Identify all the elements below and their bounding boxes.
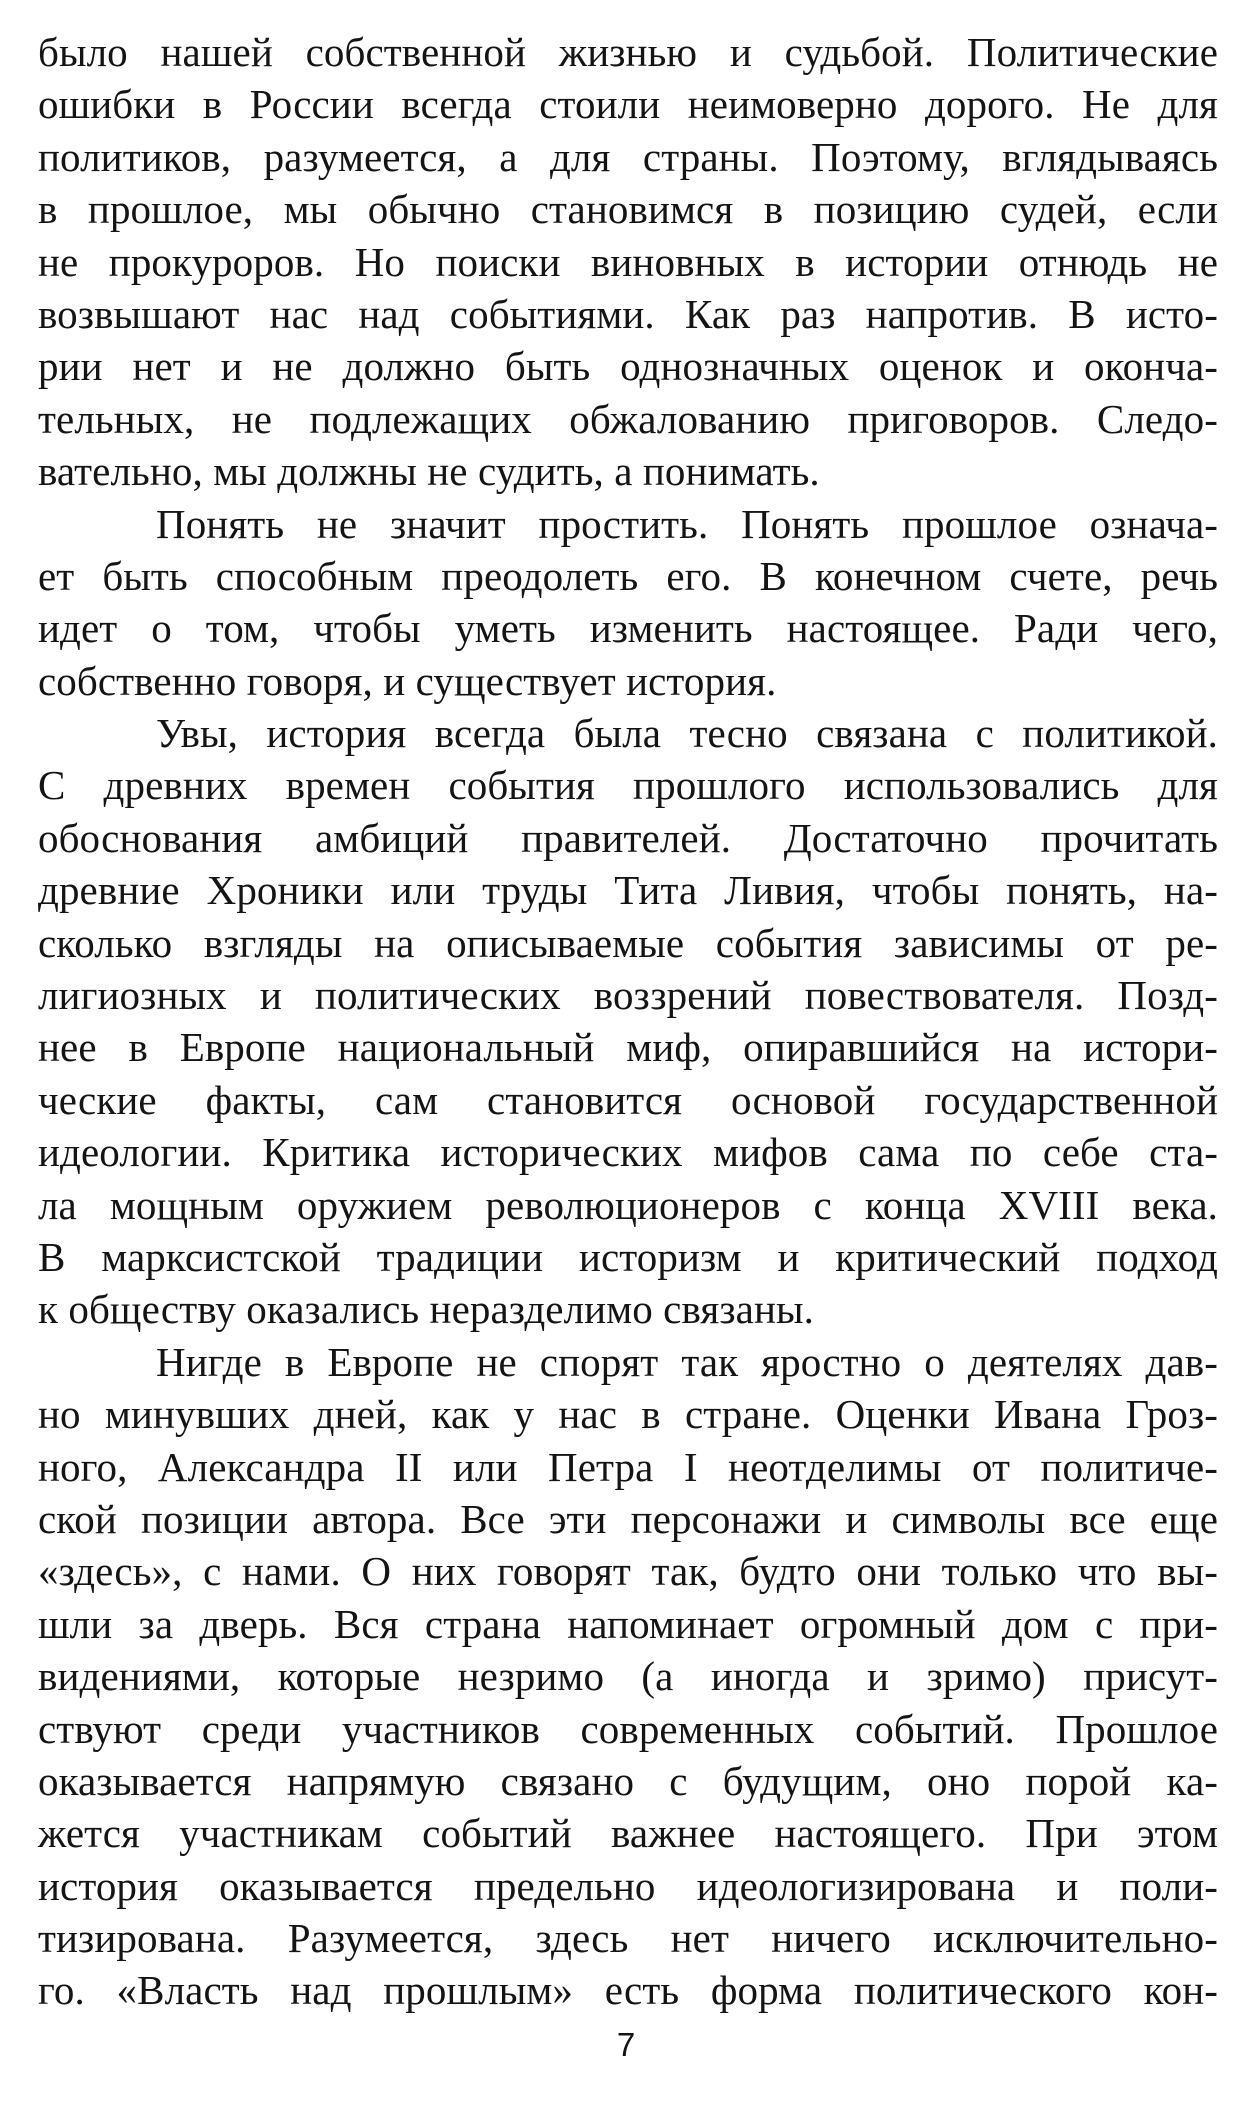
text-line: го. «Власть над прошлым» есть форма политического кон-: [38, 1967, 1218, 2014]
text-line: тельных, не подлежащих обжалованию приговоров. Следо-: [38, 395, 1218, 442]
text-line: «здесь», с нами. О них говорят так, будто они только что вы-: [38, 1548, 1218, 1595]
text-line: к обществу оказались неразделимо связаны.: [38, 1286, 814, 1333]
text-line: ской позиции автора. Все эти персонажи и символы все еще: [38, 1495, 1218, 1542]
text-line: ла мощным оружием революционеров с конца XVIII века.: [38, 1181, 1218, 1228]
text-line: возвышают нас над событиями. Как раз напротив. В исто-: [38, 290, 1218, 337]
text-line: древние Хроники или труды Тита Ливия, чтобы понять, на-: [38, 867, 1218, 914]
text-line: ошибки в России всегда стоили неимоверно дорого. Не для: [38, 81, 1218, 128]
text-line: ствуют среди участников современных событий. Прошлое: [38, 1705, 1218, 1752]
text-line: политиков, разумеется, а для страны. Поэтому, вглядываясь: [38, 133, 1218, 180]
text-line: ного, Александра II или Петра I неотделимы от политиче-: [38, 1443, 1218, 1490]
text-line: в прошлое, мы обычно становимся в позицию судей, если: [38, 186, 1218, 233]
page-number: 7: [616, 2026, 636, 2063]
text-line: видениями, которые незримо (а иногда и зримо) присут-: [38, 1653, 1218, 1700]
text-line: сколько взгляды на описываемые события зависимы от ре-: [38, 919, 1218, 966]
text-line: рии нет и не должно быть однозначных оценок и оконча-: [38, 343, 1218, 390]
text-line: нее в Европе национальный миф, опиравшийся на истори-: [38, 1024, 1218, 1071]
text-line: обоснования амбиций правителей. Достаточно прочитать: [38, 814, 1218, 861]
text-line: вательно, мы должны не судить, а понимать.: [38, 448, 820, 495]
text-line: Увы, история всегда была тесно связана с политикой.: [156, 710, 1218, 757]
text-line: не прокуроров. Но поиски виновных в истории отнюдь не: [38, 238, 1218, 285]
text-line: жется участникам событий важнее настоящего. При этом: [38, 1810, 1218, 1857]
text-line: Нигде в Европе не спорят так яростно о деятелях дав-: [156, 1338, 1218, 1385]
text-line: С древних времен события прошлого использовались для: [38, 762, 1218, 809]
text-line: но минувших дней, как у нас в стране. Оценки Ивана Гроз-: [38, 1391, 1218, 1438]
text-line: было нашей собственной жизнью и судьбой. Политические: [38, 29, 1218, 75]
text-line: идеологии. Критика исторических мифов сама по себе ста-: [38, 1129, 1218, 1176]
text-line: ческие факты, сам становится основой государственной: [38, 1076, 1218, 1123]
text-line: В марксистской традиции историзм и критический подход: [38, 1233, 1218, 1280]
text-line: идет о том, чтобы уметь изменить настоящее. Ради чего,: [38, 605, 1218, 652]
text-line: тизирована. Разумеется, здесь нет ничего исключительно-: [38, 1915, 1218, 1962]
body-text: [38, 26, 1218, 2017]
text-line: шли за дверь. Вся страна напоминает огромный дом с при-: [38, 1600, 1218, 1647]
text-line: собственно говоря, и существует история.: [38, 657, 777, 704]
text-line: Понять не значит простить. Понять прошлое означа-: [156, 500, 1218, 547]
text-line: оказывается напрямую связано с будущим, оно порой ка-: [38, 1757, 1218, 1804]
text-line: лигиозных и политических воззрений повествователя. Позд-: [38, 972, 1218, 1019]
text-line: ет быть способным преодолеть его. В конечном счете, речь: [38, 552, 1218, 599]
text-line: история оказывается предельно идеологизирована и поли-: [38, 1862, 1218, 1909]
